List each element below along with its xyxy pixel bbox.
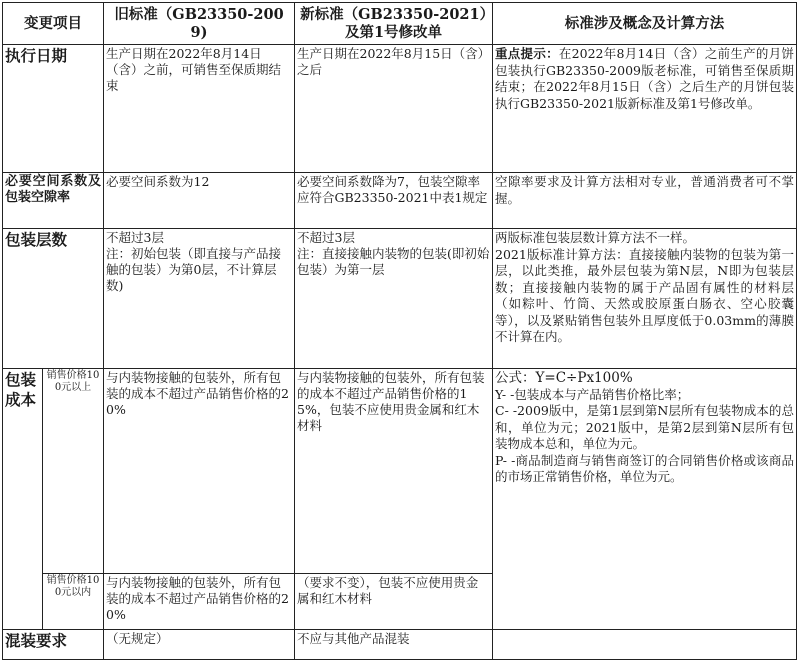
layers-new-limit: 不超过3层 xyxy=(297,230,355,245)
layers-new xyxy=(295,229,493,369)
key-tip-text: 在2022年8月14日（含）之前生产的月饼包装执行GB23350-2009版老标准，可销售至保质期结束；在2022年8月15日（含）之后生产的月饼包装执行GB23350-2021版新标准及第1号修改单。 xyxy=(495,46,794,111)
space-new: 必要空间系数降为7，包装空隙率应符合GB23350-2021中表1规定 xyxy=(295,173,493,229)
label-package-cost: 包装成本 xyxy=(3,369,43,630)
mixed-method-empty xyxy=(493,630,797,660)
header-change-item: 变更项目 xyxy=(3,3,104,45)
layers-old-note: 注：初始包装（即直接与产品接触的包装）为第0层，不计算层数) xyxy=(106,246,282,293)
mixed-old: （无规定） xyxy=(104,630,295,660)
date-method xyxy=(493,45,797,173)
layers-method-detail: 2021版标准计算方法：直接接触内装物的包装为第一层，以此类推，最外层包装为第N层，N即为包装层数；直接接触内装物的属于产品固有属性的材料层（如粽叶、竹筒、天然或胶原蛋白肠衣、空心胶囊等），以及紧贴销售包装外且厚度低于0.03mm的薄膜不计算在内。 xyxy=(495,246,794,344)
header-new-standard: 新标准（GB23350-2021）及第1号修改单 xyxy=(295,3,493,45)
label-space-ratio: 必要空间系数及包装空隙率 xyxy=(3,173,104,229)
date-new: 生产日期在2022年8月15日（含）之后 xyxy=(295,45,493,173)
mixed-new: 不应与其他产品混装 xyxy=(295,630,493,660)
header-method: 标准涉及概念及计算方法 xyxy=(493,3,797,45)
cost-def-p: P- -商品制造商与销售商签订的合同销售价格或该商品的市场正常销售价格，单位为元。 xyxy=(495,452,794,484)
key-tip-label: 重点提示： xyxy=(495,46,559,61)
sub-price-above-100: 销售价格100元以上 xyxy=(43,369,104,574)
header-row xyxy=(3,3,797,45)
cost-low-old: 与内装物接触的包装外，所有包装的成本不超过产品销售价格的20% xyxy=(104,574,295,630)
space-old: 必要空间系数为12 xyxy=(104,173,295,229)
sub-price-below-100: 销售价格100元以内 xyxy=(43,574,104,630)
row-package-cost-high xyxy=(3,369,797,574)
cost-def-c: C- -2009版中，是第1层到第N层所有包装物成本的总和，单位为元；2021版中，是第2层到第N层所有包装物成本总和，单位为元。 xyxy=(495,403,794,451)
cost-low-new: （要求不变），包装不应使用贵金属和红木材料 xyxy=(295,574,493,630)
cost-high-old: 与内装物接触的包装外，所有包装的成本不超过产品销售价格的20% xyxy=(104,369,295,574)
header-old-standard: 旧标准（GB23350-2009) xyxy=(104,3,295,45)
cost-def-y: Y- -包装成本与产品销售价格比率； xyxy=(495,386,690,402)
cost-formula: 公式：Y=C÷Px100% xyxy=(495,370,633,386)
cost-high-new: 与内装物接触的包装外，所有包装的成本不超过产品销售价格的15%，包装不应使用贵金属和红木材料 xyxy=(295,369,493,574)
layers-new-note: 注：直接接触内装物的包装(即初始包装）为第一层 xyxy=(297,246,490,277)
row-package-layers xyxy=(3,229,797,369)
label-mixed-packaging: 混装要求 xyxy=(3,630,104,660)
layers-method-intro: 两版标准包装层数计算方法不一样。 xyxy=(495,230,696,245)
layers-method xyxy=(493,229,797,369)
row-execution-date xyxy=(3,45,797,173)
row-space-ratio xyxy=(3,173,797,229)
layers-old xyxy=(104,229,295,369)
layers-old-limit: 不超过3层 xyxy=(106,230,164,245)
space-method: 空隙率要求及计算方法相对专业，普通消费者可不掌握。 xyxy=(493,173,797,229)
date-old: 生产日期在2022年8月14日（含）之前，可销售至保质期结束 xyxy=(104,45,295,173)
label-package-layers: 包装层数 xyxy=(3,229,104,369)
cost-method xyxy=(493,369,797,630)
row-mixed-packaging xyxy=(3,630,797,660)
standards-comparison-table xyxy=(2,2,797,660)
label-execution-date: 执行日期 xyxy=(3,45,104,173)
